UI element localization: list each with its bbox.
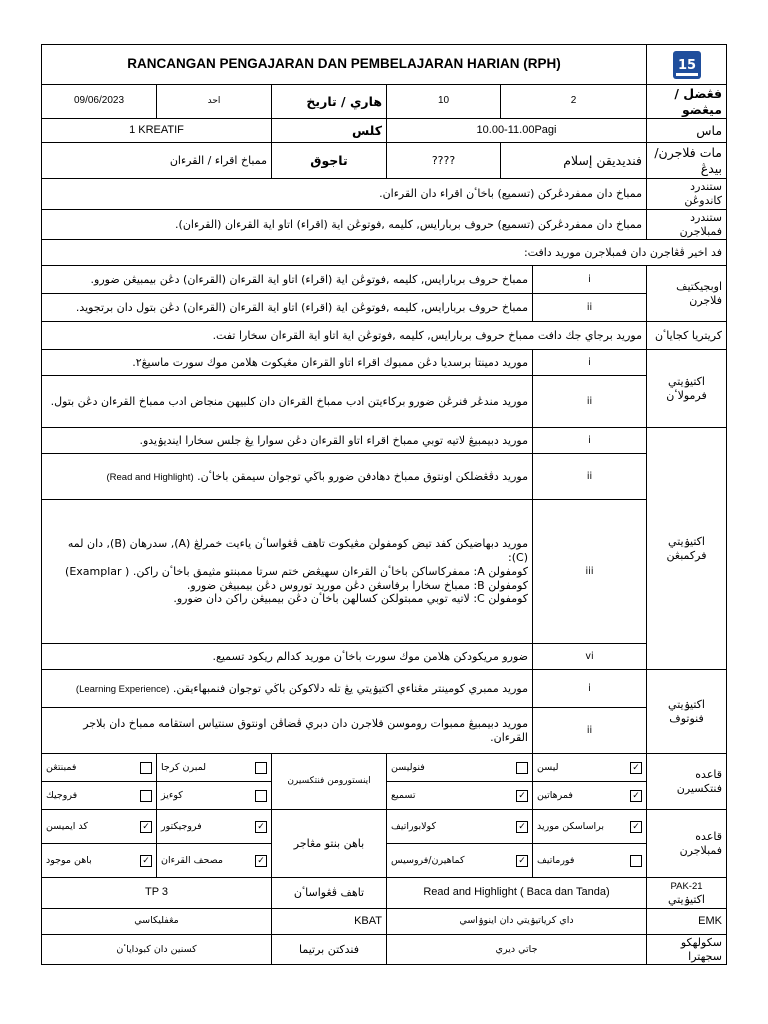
materials-label: باهن بنتو مڠاجر <box>272 810 387 878</box>
checkbox[interactable]: ✓ <box>630 790 642 802</box>
induction-item-2: موريد مندڠر فنرڠن ضورو بركاءيتن ادب ممباخ القرءان دان كلبيهن منجاض ادب ممباخ القرءان دڠن بتول. <box>42 376 533 428</box>
checkbox[interactable] <box>516 762 528 774</box>
objective-num-1: i <box>533 266 647 294</box>
time-label: ماس <box>647 119 727 143</box>
checkbox-label: كولابوراتيف <box>391 820 436 832</box>
development-num-4: vi <box>533 644 647 670</box>
teach-c4-r2[interactable] <box>42 844 157 878</box>
checkbox-label: ليسن <box>537 761 559 773</box>
teach-c1-r1[interactable] <box>533 810 647 844</box>
development-item-4: ضورو مريكودكن هلامن موك سورت باخاٴن موريد كدالم ريكود تسميع. <box>42 644 533 670</box>
checkbox-label: كوءيز <box>161 789 183 801</box>
development-item-2-text: موريد دڤڠضلكن اونتوق ممباخ دهادفن ضورو باڬي توجوان سيمقن باخاٴن. <box>197 469 528 483</box>
activity-label: اكتيۏيتي <box>668 893 705 907</box>
term-label: فڠضل / ميڠضو <box>647 85 727 119</box>
tp-value: TP 3 <box>42 878 272 909</box>
teach-c2-r1[interactable] <box>387 810 533 844</box>
objective-num-2: ii <box>533 294 647 322</box>
kbat-label: KBAT <box>272 908 387 934</box>
criteria-text: موريد برجاي جك دافت ممباخ حروف بربارايس, كليمه ,فوتوڠن اية اتاو اية القرءان سخارا تفت. <box>42 322 647 350</box>
think-c4-r2[interactable] <box>42 782 157 810</box>
checkbox-label: فروجيك <box>46 789 78 801</box>
school-logo-icon <box>647 45 727 85</box>
checkbox[interactable]: ✓ <box>516 790 528 802</box>
content-standard-text: ممباخ دان ممفردڠركن (تسميع) باخاٴن اقراء دان القرءان. <box>42 179 647 210</box>
checkbox[interactable]: ✓ <box>630 762 642 774</box>
development-num-2: ii <box>533 454 647 500</box>
checkbox-label: مصحف القرءان <box>161 854 223 866</box>
closure-num-1: i <box>533 670 647 708</box>
checkbox[interactable] <box>255 790 267 802</box>
checkbox-label: كماهيرن/فروسيس <box>391 854 465 866</box>
teach-c3-r2[interactable] <box>157 844 272 878</box>
form-title: RANCANGAN PENGAJARAN DAN PEMBELAJARAN HARIAN (RPH) <box>42 45 647 85</box>
closure-item-1 <box>42 670 533 708</box>
checkbox-label: فمبنتڠن <box>46 761 77 773</box>
objectives-intro: فد اخير ڤڠاجرن دان فمبلاجرن موريد دافت: <box>42 240 727 266</box>
induction-label: اكتيۏيتي فرمولاٴن <box>647 350 727 428</box>
class-value: 1 KREATIF <box>42 119 272 143</box>
pak21-value: PAK-21 <box>670 881 703 893</box>
topic-value: ممباخ اقراء / القرءان <box>42 143 272 179</box>
thinking-tool-label: اينستورومن فنتكسيرن <box>272 754 387 810</box>
closure-num-2: ii <box>533 708 647 754</box>
title-label: تاجوق <box>272 143 387 179</box>
checkbox[interactable]: ✓ <box>140 821 152 833</box>
checkbox-label: باهن موجود <box>46 854 92 866</box>
activity-label-cell <box>647 878 727 909</box>
group-b-text: كومفولن B: ممباخ سخارا برفاسڠن دڠن موريد توروس دڠن بيمبيڠن ضورو. <box>186 578 528 592</box>
checkbox-label: فورماتيف <box>537 854 575 866</box>
activity-value: Read and Highlight ( Baca dan Tanda) <box>387 878 647 909</box>
checkbox[interactable]: ✓ <box>630 821 642 833</box>
checkbox[interactable] <box>630 855 642 867</box>
induction-item-1: موريد دمينتا برسديا دڠن ممبوك اقراء اتاو القرءان مڠيكوت هلامن موك سورت ماسيڠ٢. <box>42 350 533 376</box>
teach-c4-r1[interactable] <box>42 810 157 844</box>
values-label: سكولهكو سجهترا <box>647 934 727 965</box>
checkbox[interactable] <box>255 762 267 774</box>
checkbox[interactable]: ✓ <box>255 855 267 867</box>
think-c2-r1[interactable] <box>387 754 533 782</box>
induction-num-2: ii <box>533 376 647 428</box>
learning-standard-label: ستندرد فمبلاجرن <box>647 209 727 240</box>
emphasis-label: فندكتن برتيما <box>272 934 387 965</box>
closure-item-1-tag: (Learning Experience) <box>75 683 170 695</box>
emk-value: داي كرياتيۏيتي دان اينوۏاسي <box>387 908 647 934</box>
closure-label: اكتيۏيتي فنوتوف <box>647 670 727 754</box>
time-range: 10.00-11.00 <box>476 123 535 136</box>
checkbox-label: كد ايميسن <box>46 820 88 832</box>
objective-item-2: ممباخ حروف بربارايس, كليمه ,فوتوڠن اية (اقراء) اتاو اية القرءان (القرءان) دڠن بتول دان برتجويد. <box>42 294 533 322</box>
thinking-skills-label: قاعده فنتكسيرن <box>647 754 727 810</box>
objective-item-1: ممباخ حروف بربارايس, كليمه ,فوتوڠن اية (اقراء) اتاو اية القرءان (القرءان) دڠن بيمبيڠن ضورو. <box>42 266 533 294</box>
checkbox-label: تسميع <box>391 789 416 801</box>
development-item-3-text: موريد دبهاضيكن كفد تيض كومفولن مڠيكوت تاهف ڤڠواساٴن ياءيت خمرلڠ (A), سدرهان (B), دان لمه (C): <box>67 537 528 565</box>
development-label: اكتيۏيتي فركمبڠن <box>647 428 727 670</box>
checkbox[interactable]: ✓ <box>516 855 528 867</box>
day-value: احد <box>157 85 272 119</box>
subject-value: فنديديقن إسلام <box>501 143 647 179</box>
closure-item-2: موريد دبيمبيڠ ممبوات روموسن فلاجرن دان دبري ڤضاڤن اونتوق سنتياس استقامه ممباخ دان بلاجر القرءان. <box>42 708 533 754</box>
teach-c1-r2[interactable] <box>533 844 647 878</box>
session-value: Pagi <box>534 123 557 136</box>
teaching-methods-label: قاعده فمبلاجرن <box>647 810 727 878</box>
unknown-value: ???? <box>387 143 501 179</box>
teach-c3-r1[interactable] <box>157 810 272 844</box>
think-c1-r1[interactable] <box>533 754 647 782</box>
date-value: 09/06/2023 <box>42 85 157 119</box>
think-c4-r1[interactable] <box>42 754 157 782</box>
development-item-3 <box>42 500 533 644</box>
think-c2-r2[interactable] <box>387 782 533 810</box>
learning-standard-text: ممباخ دان ممفردڠركن (تسميع) حروف بربارايس, كليمه ,فوتوڠن اية (اقراء) اتاو اية القرءان (القرءان). <box>42 209 647 240</box>
subject-label: مات فلاجرن/ بيدڠ <box>647 143 727 179</box>
mastery-label: تاهف ڤڠواساٴن <box>272 878 387 909</box>
teach-c2-r2[interactable] <box>387 844 533 878</box>
svg-text:15: 15 <box>677 57 696 73</box>
checkbox[interactable]: ✓ <box>516 821 528 833</box>
values-value: جاتي ديري <box>387 934 647 965</box>
think-c1-r2[interactable] <box>533 782 647 810</box>
think-c3-r1[interactable] <box>157 754 272 782</box>
checkbox[interactable]: ✓ <box>255 821 267 833</box>
criteria-label: كريتريا كجاياٴن <box>647 322 727 350</box>
development-item-2 <box>42 454 533 500</box>
checkbox-label: فنوليسن <box>391 761 425 773</box>
induction-num-1: i <box>533 350 647 376</box>
day-label: هاري / تاريخ <box>272 85 387 119</box>
checkbox[interactable] <box>140 790 152 802</box>
week-value: 10 <box>387 85 501 119</box>
time-value <box>387 119 647 143</box>
checkbox[interactable] <box>140 762 152 774</box>
development-num-1: i <box>533 428 647 454</box>
development-item-2-tag: (Read and Highlight) <box>106 471 194 483</box>
group-c-text: كومفولن C: لاتيه توبي ممبتولكن كسالهن باخاٴن دڠن بيمبيڠن راكن دان ضورو. <box>173 592 528 606</box>
checkbox-label: فروجيكتور <box>161 820 202 832</box>
emk-label: EMK <box>647 908 727 934</box>
think-c3-r2[interactable] <box>157 782 272 810</box>
development-item-1: موريد دبيمبيڠ لاتيه توبي ممباخ اقراء اتاو القرءان دڠن سوارا يڠ جلس سخارا اينديۏيدو. <box>42 428 533 454</box>
class-label: كلس <box>272 119 387 143</box>
checkbox-label: براساسكن موريد <box>537 820 605 832</box>
closure-item-1-text: موريد ممبري كومينتر مڠناءي اكتيۏيتي يڠ تله دلاكوكن باڬي توجوان فنمبهاءيقن. <box>172 681 528 695</box>
kbat-value: مڠفليكاسي <box>42 908 272 934</box>
development-num-3: iii <box>533 500 647 644</box>
emphasis-value: كسنين دان كبوداياٴن <box>42 934 272 965</box>
objectives-label: اوبجيكتيف فلاجرن <box>647 266 727 322</box>
content-standard-label: ستندرد كاندوڠن <box>647 179 727 210</box>
term-value: 2 <box>501 85 647 119</box>
checkbox[interactable]: ✓ <box>140 855 152 867</box>
rph-table <box>41 44 727 965</box>
group-a-text: كومفولن A: ممفركاساكن باخاٴن القرءان سهيڠض ختم سرتا ممبنتو مثيمق باخاٴن راكن. ( Examplar) <box>65 564 528 578</box>
rph-form <box>41 44 726 965</box>
checkbox-label: فمرهاتين <box>537 789 573 801</box>
checkbox-label: لمبرن كرجا <box>161 761 207 773</box>
